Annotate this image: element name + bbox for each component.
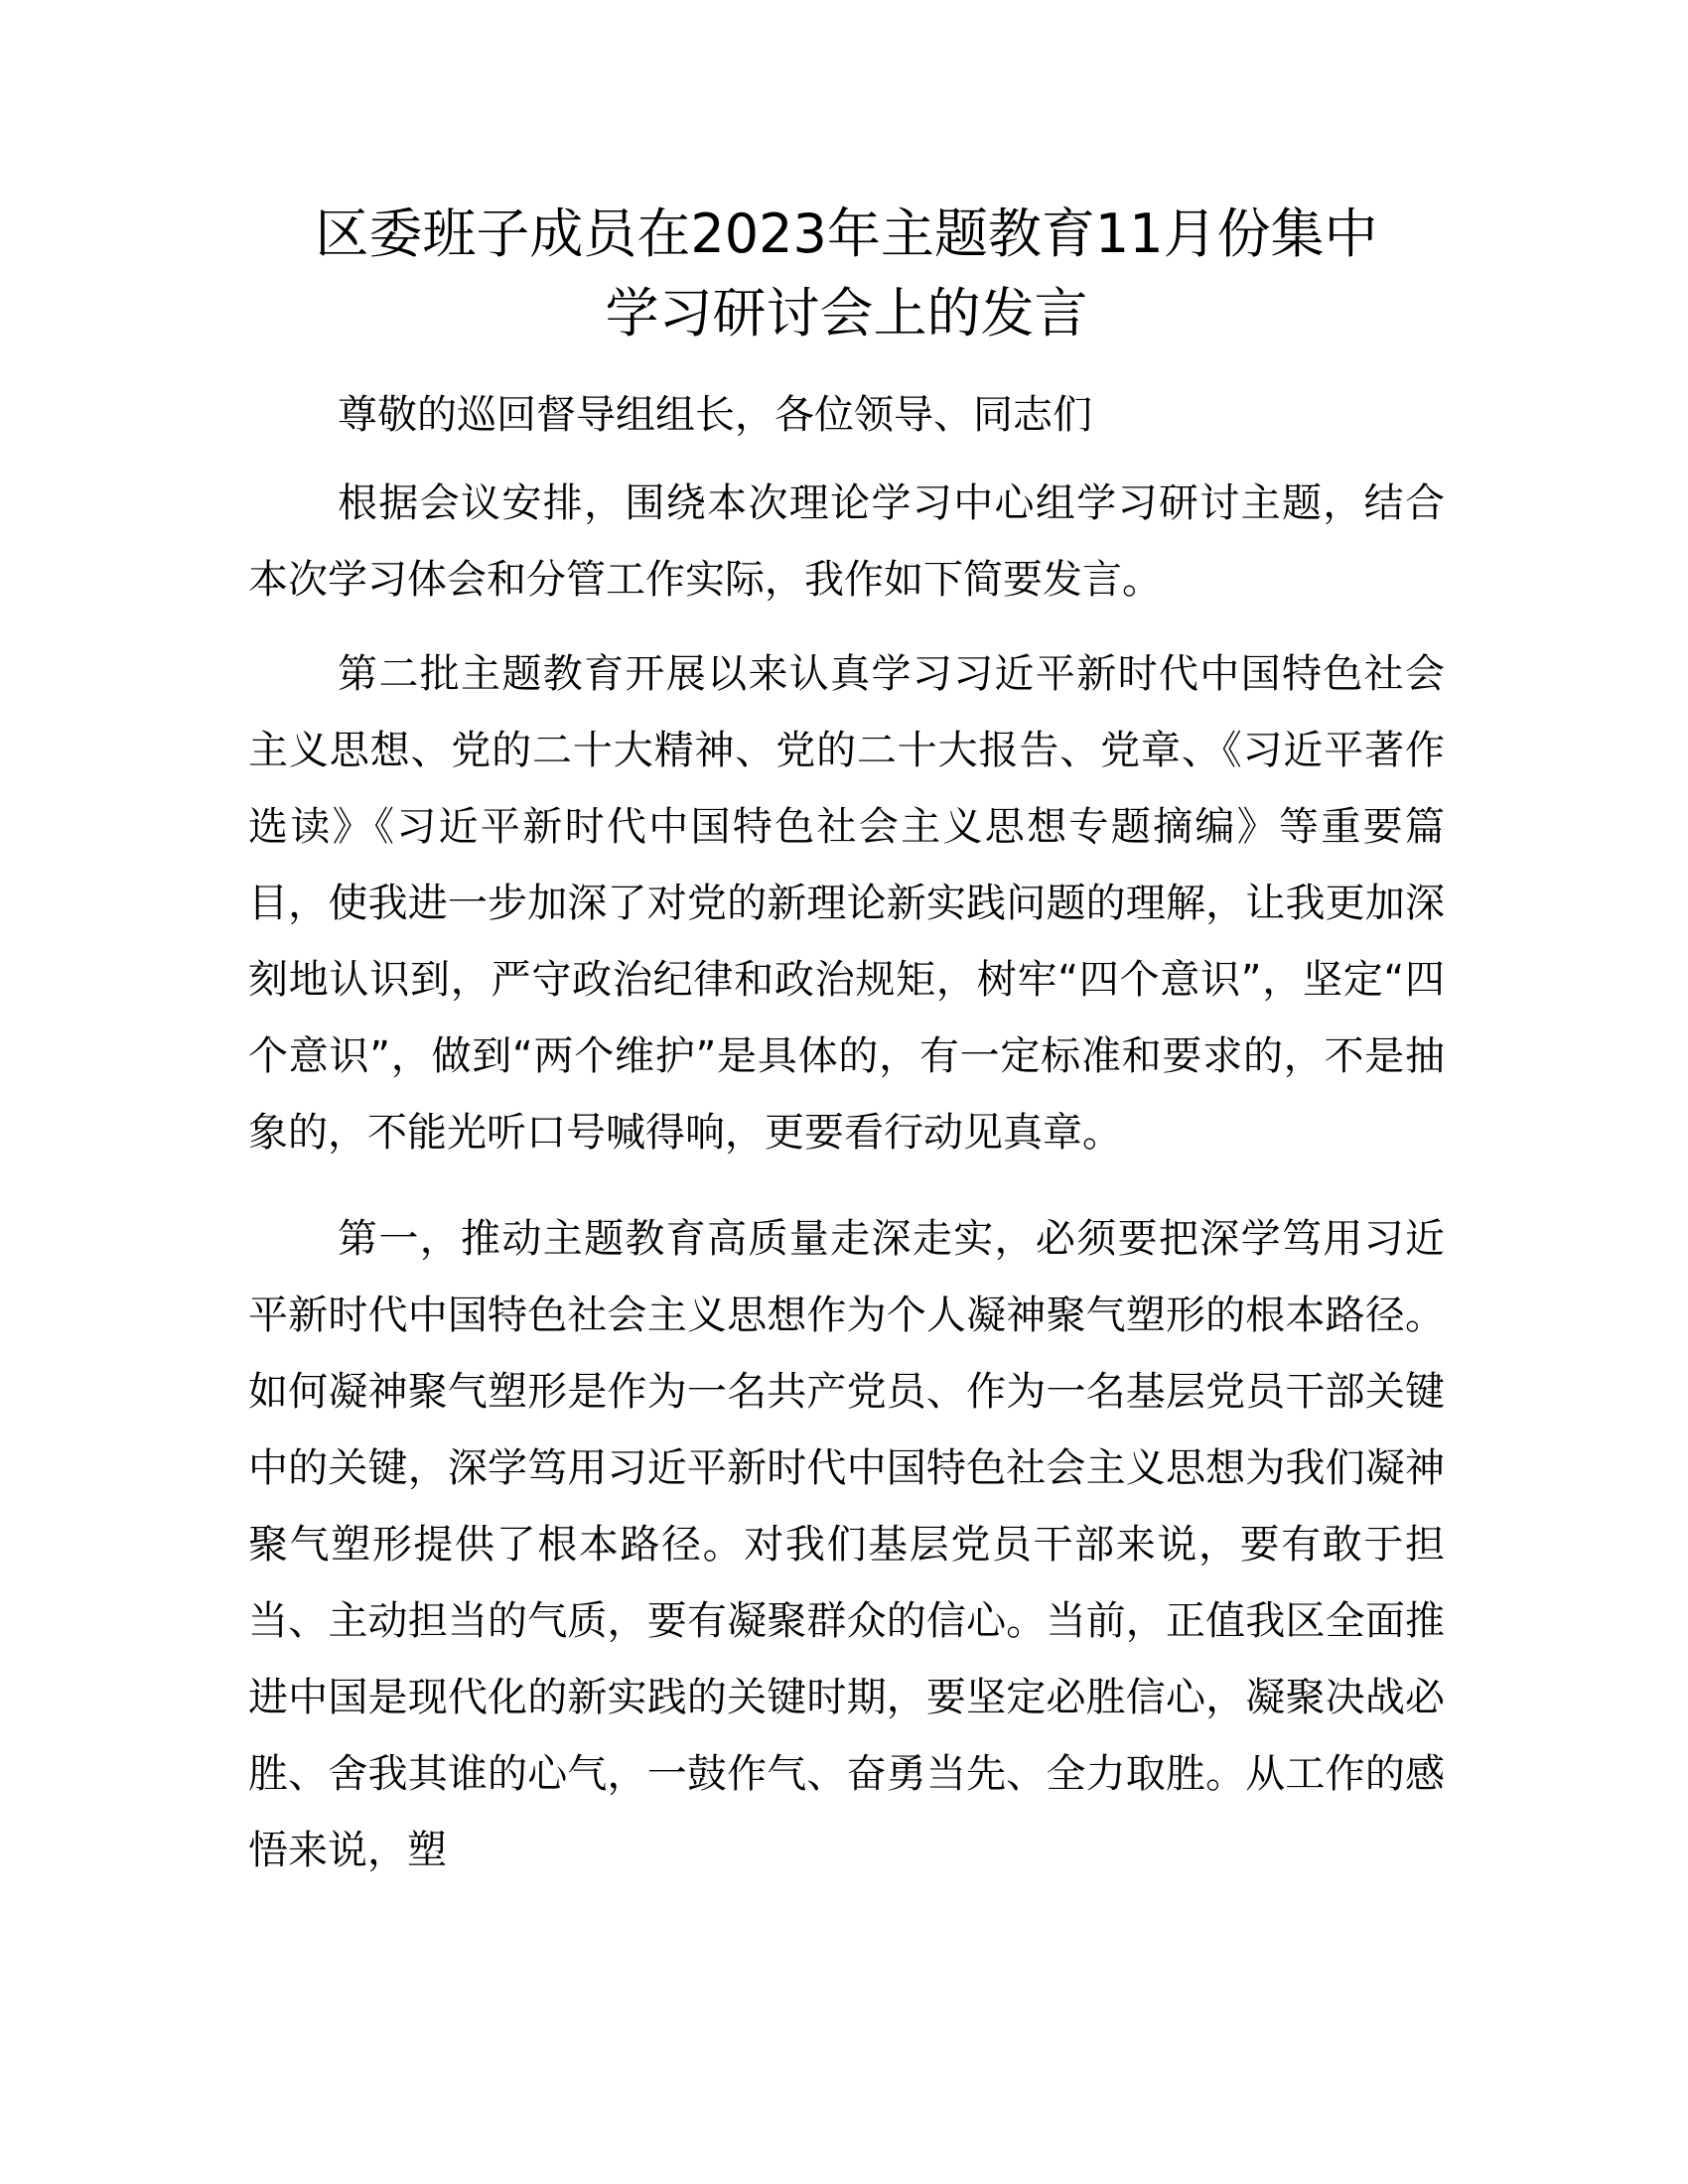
title-line-2: 学习研讨会上的发言 <box>605 282 1088 344</box>
salutation: 尊敬的巡回督导组组长，各位领导、同志们 <box>338 392 1092 438</box>
paragraph-study-summary: 第二批主题教育开展以来认真学习习近平新时代中国特色社会主义思想、党的二十大精神、党的二十大报告、党章、《习近平著作选读》《习近平新时代中国特色社会主义思想专题摘编》等重要篇目，使我进一步加深了对党的新理论新实践问题的理解，让我更加深刻地认识到，严守政治纪律和政治规矩，树牢“四个意识”，坚定“四个意识”，做到“两个维护”是具体的，有一定标准和要求的，不是抽象的，不能光听口号喊得响，更要看行动见真章。 <box>248 651 1445 1156</box>
title-line-1: 区委班子成员在2023年主题教育11月份集中 <box>315 203 1378 265</box>
document-title <box>248 195 1445 353</box>
document-page <box>248 195 1445 1889</box>
paragraph-point-one: 第一，推动主题教育高质量走深走实，必须要把深学笃用习近平新时代中国特色社会主义思想作为个人凝神聚气塑形的根本路径。如何凝神聚气塑形是作为一名共产党员、作为一名基层党员干部关键中的关键，深学笃用习近平新时代中国特色社会主义思想为我们凝神聚气塑形提供了根本路径。对我们基层党员干部来说，要有敢于担当、主动担当的气质，要有凝聚群众的信心。当前，正值我区全面推进中国是现代化的新实践的关键时期，要坚定必胜信心，凝聚决战必胜、舍我其谁的心气，一鼓作气、奋勇当先、全力取胜。从工作的感悟来说，塑 <box>248 1216 1445 1873</box>
paragraph-intro: 根据会议安排，围绕本次理论学习中心组学习研讨主题，结合本次学习体会和分管工作实际，我作如下简要发言。 <box>248 480 1445 603</box>
